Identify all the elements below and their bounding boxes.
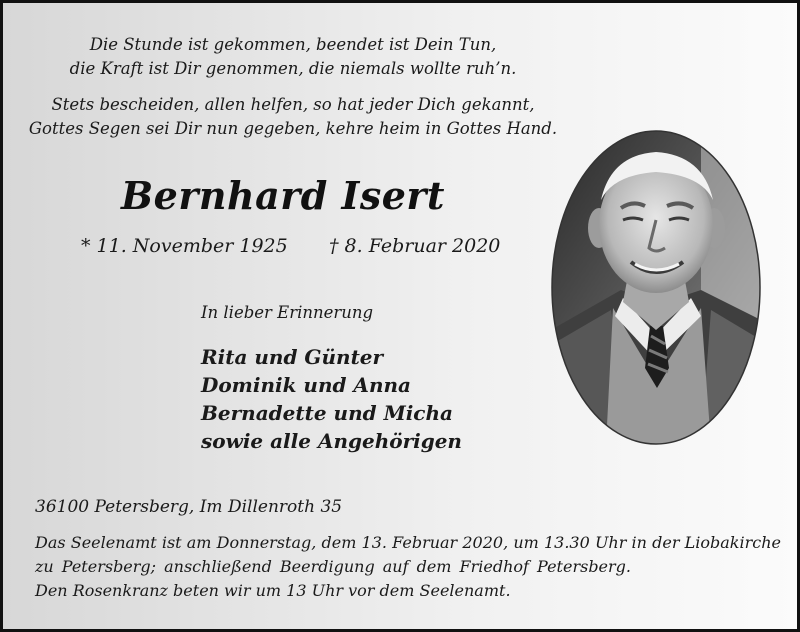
- notice-line: Das Seelenamt ist am Donnerstag, dem 13. Februar 2020, um 13.30 Uhr in der Liobakirche: [35, 533, 781, 552]
- poem-stanza-1: [23, 33, 563, 81]
- notice-line: Den Rosenkranz beten wir um 13 Uhr vor dem Seelenamt.: [35, 581, 511, 600]
- poem-line: Stets bescheiden, allen helfen, so hat jeder Dich gekannt,: [51, 95, 535, 114]
- family-address: 36100 Petersberg, Im Dillenroth 35: [35, 497, 343, 517]
- mourner-line: Rita und Günter: [201, 345, 384, 369]
- memory-line: In lieber Erinnerung: [201, 303, 374, 322]
- portrait-photo: [551, 130, 761, 445]
- poem-line: Die Stunde ist gekommen, beendet ist Dein Tun,: [89, 35, 497, 54]
- mourner-line: Bernadette und Micha: [201, 401, 453, 425]
- funeral-notice: [35, 531, 781, 603]
- mourners-list: [201, 343, 462, 455]
- death-date: † 8. Februar 2020: [329, 235, 501, 257]
- mourner-line: Dominik und Anna: [201, 373, 411, 397]
- notice-line: zu Petersberg; anschließend Beerdigung auf dem Friedhof Petersberg.: [35, 557, 631, 576]
- poem-line: Gottes Segen sei Dir nun gegeben, kehre heim in Gottes Hand.: [28, 119, 558, 138]
- birth-date: * 11. November 1925: [81, 235, 288, 257]
- mourner-line: sowie alle Angehörigen: [201, 429, 462, 453]
- deceased-name: Bernhard Isert: [121, 173, 445, 218]
- poem-line: die Kraft ist Dir genommen, die niemals wollte ruh’n.: [69, 59, 517, 78]
- poem-stanza-2: [23, 93, 563, 141]
